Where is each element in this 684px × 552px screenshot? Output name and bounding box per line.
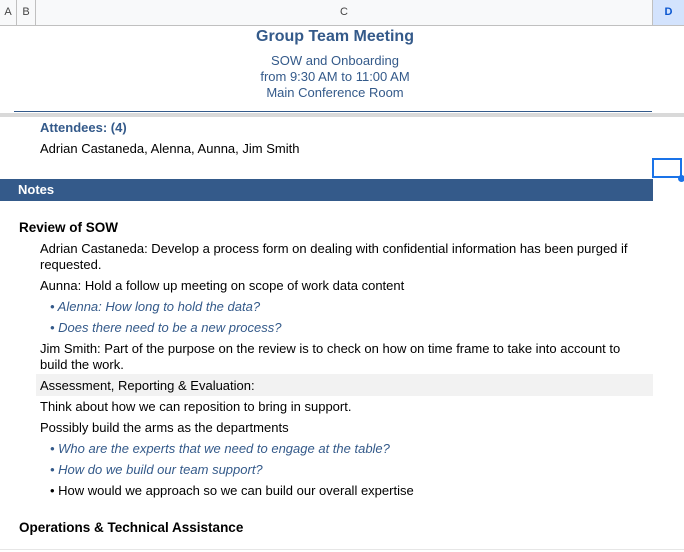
note-bullet-expertise[interactable]: • How would we approach so we can build our overall expertise (50, 483, 414, 498)
note-line-reposition[interactable]: Think about how we can reposition to bring in support. (40, 399, 352, 414)
meeting-time[interactable]: from 9:30 AM to 11:00 AM (260, 69, 410, 84)
column-header-b[interactable]: B (17, 0, 36, 25)
note-line-jim[interactable]: Jim Smith: Part of the purpose on the review is to check on how on time frame to take into account to (40, 341, 621, 356)
attendees-names[interactable]: Adrian Castaneda, Alenna, Aunna, Jim Smith (40, 141, 300, 156)
meeting-location[interactable]: Main Conference Room (266, 85, 404, 100)
selected-cell[interactable] (652, 158, 682, 178)
note-line-aunna[interactable]: Aunna: Hold a follow up meeting on scope of work data content (40, 278, 405, 293)
bottom-gridline (0, 549, 684, 550)
title-underline (14, 111, 652, 112)
meeting-subtitle[interactable]: SOW and Onboarding (271, 53, 399, 68)
frozen-row-separator (0, 113, 684, 117)
note-line-assessment[interactable]: Assessment, Reporting & Evaluation: (40, 378, 255, 393)
notes-header[interactable]: Notes (0, 179, 653, 201)
note-bullet-team-support[interactable]: • How do we build our team support? (50, 462, 263, 477)
note-line-adrian-cont[interactable]: requested. (40, 257, 102, 272)
column-header-d[interactable]: D (653, 0, 684, 25)
note-line-departments[interactable]: Possibly build the arms as the departments (40, 420, 289, 435)
attendees-label[interactable]: Attendees: (4) (40, 120, 127, 135)
column-header-bar (0, 0, 684, 26)
column-header-a[interactable]: A (0, 0, 17, 25)
meeting-title[interactable]: Group Team Meeting (256, 28, 414, 45)
note-line-adrian[interactable]: Adrian Castaneda: Develop a process form on dealing with confidential information has been purged if (40, 241, 628, 256)
fill-handle[interactable] (678, 175, 684, 182)
note-line-jim-cont[interactable]: build the work. (40, 357, 124, 372)
section-title-review-sow[interactable]: Review of SOW (19, 220, 119, 235)
column-header-c[interactable]: C (36, 0, 653, 25)
note-bullet-new-process[interactable]: • Does there need to be a new process? (50, 320, 282, 335)
note-bullet-experts[interactable]: • Who are the experts that we need to engage at the table? (50, 441, 390, 456)
section-title-operations[interactable]: Operations & Technical Assistance (19, 520, 244, 535)
note-bullet-alenna[interactable]: • Alenna: How long to hold the data? (50, 299, 261, 314)
